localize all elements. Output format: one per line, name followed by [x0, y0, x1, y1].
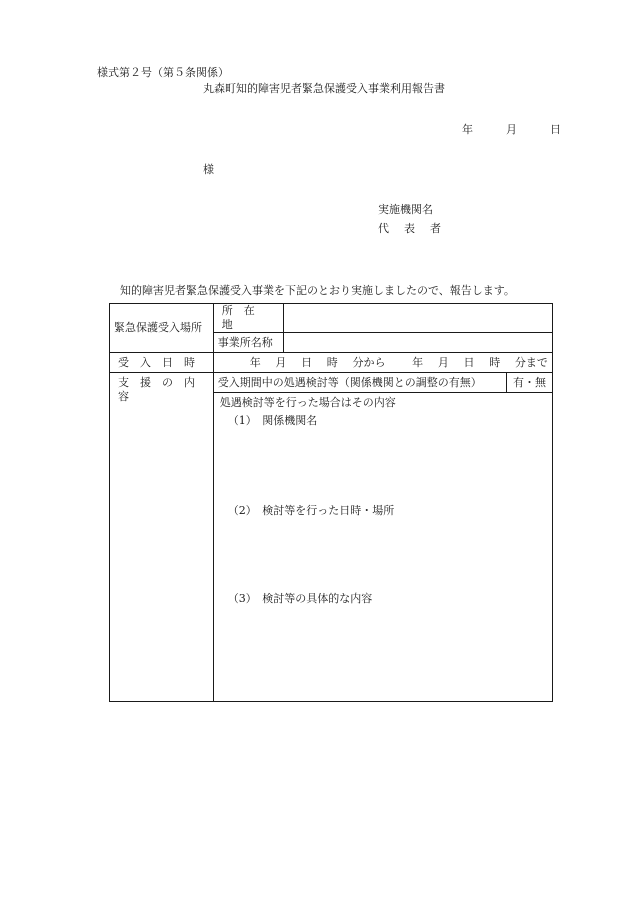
form-number: 様式第２号（第５条関係） [97, 66, 229, 79]
intro-text: 知的障害児者緊急保護受入事業を下記のとおり実施しましたので、報告します。 [120, 284, 515, 297]
facility-name-label: 事業所名称 [213, 333, 283, 353]
date-line [462, 123, 561, 137]
details-intro: 処遇検討等を行った場合はその内容 [219, 396, 396, 409]
address-value [283, 304, 552, 333]
period-year-from: 年 [249, 355, 261, 369]
period-day-to: 日 [463, 355, 475, 369]
period-hour-to: 時 [489, 355, 501, 369]
report-table [109, 303, 553, 702]
location-label: 緊急保護受入場所 [110, 304, 214, 353]
period-month-from: 月 [275, 355, 287, 369]
org-name-label: 実施機関名 [378, 203, 433, 216]
period-label: 受 入 日 時 [110, 353, 214, 373]
support-label: 支 援 の 内 容 [110, 373, 214, 702]
period-year-to: 年 [412, 355, 424, 369]
period-value [213, 353, 552, 373]
addressee-suffix: 様 [203, 163, 214, 176]
address-label: 所 在 地 [213, 304, 283, 333]
details-item-3: （3） 検討等の具体的な内容 [227, 592, 373, 605]
details-item-1: （1） 関係機関名 [227, 414, 318, 427]
period-minute-from: 分から [352, 355, 386, 369]
date-day-label: 日 [550, 123, 561, 136]
facility-name-value [283, 333, 552, 353]
date-month-label: 月 [506, 123, 517, 136]
period-hour-from: 時 [326, 355, 338, 369]
period-day-from: 日 [301, 355, 313, 369]
details-cell [213, 393, 552, 702]
yes-no-choice: 有・無 [506, 373, 552, 393]
period-month-to: 月 [437, 355, 449, 369]
details-item-2: （2） 検討等を行った日時・場所 [227, 504, 395, 517]
date-year-label: 年 [462, 123, 473, 136]
representative-label: 代 表 者 [378, 222, 443, 235]
document-title: 丸森町知的障害児者緊急保護受入事業利用報告書 [203, 82, 445, 95]
period-minute-to: 分まで [514, 355, 548, 369]
consultation-label: 受入期間中の処遇検討等（関係機関との調整の有無） [213, 373, 506, 393]
